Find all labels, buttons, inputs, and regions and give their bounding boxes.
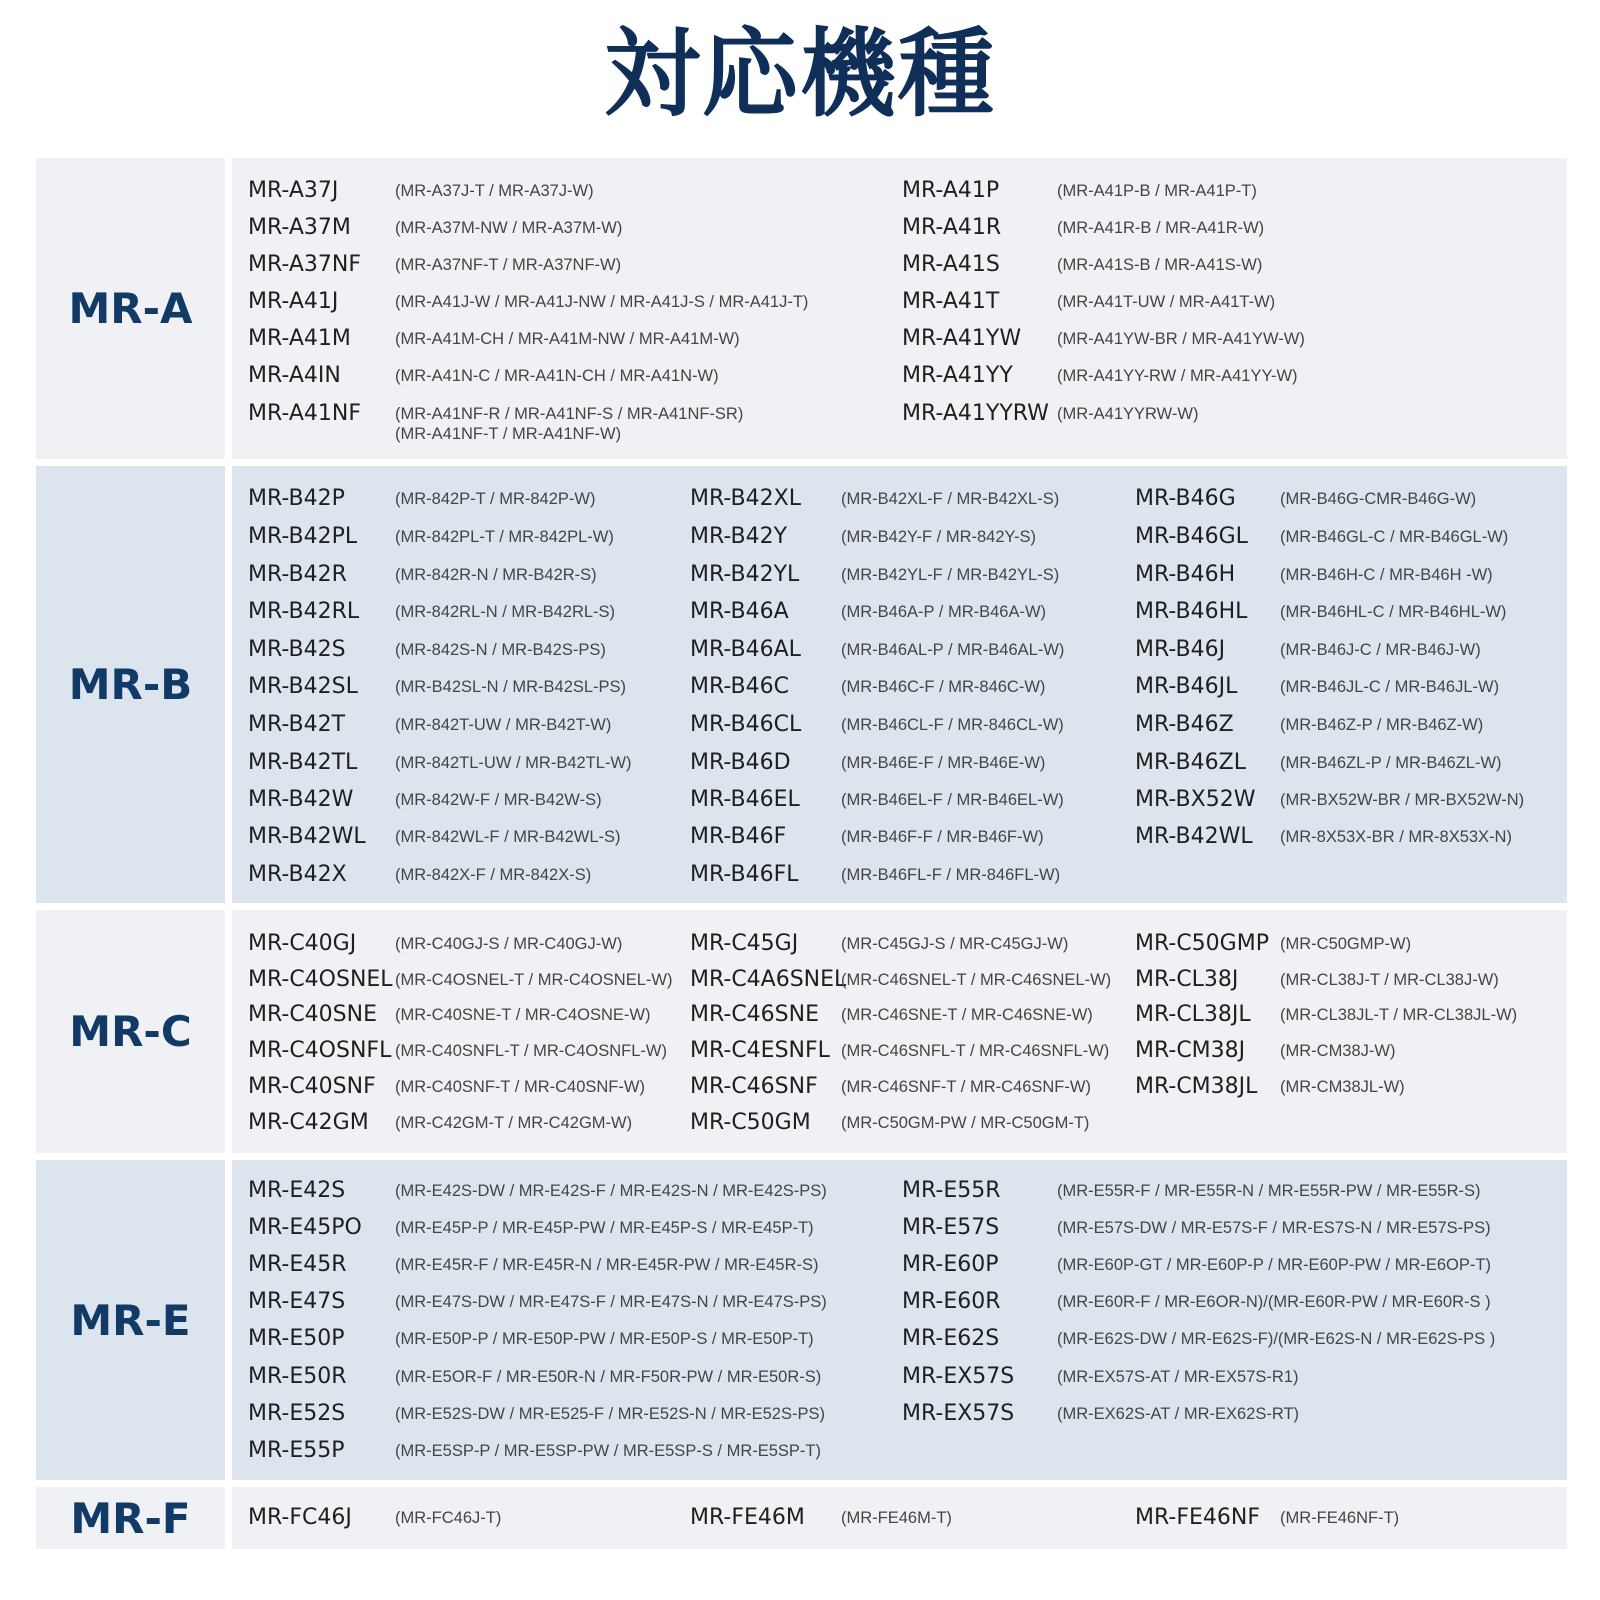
- model-variants: (MR-CL38JL-T / MR-CL38JL-W): [1280, 1006, 1518, 1024]
- model-variants: (MR-B46HL-C / MR-B46HL-W): [1280, 603, 1507, 621]
- section-label: MR-E: [36, 1160, 225, 1480]
- model-variants: (MR-C40SNFL-T / MR-C4OSNFL-W): [395, 1042, 667, 1060]
- model-variants: (MR-A41S-B / MR-A41S-W): [1057, 256, 1263, 274]
- model-variants: (MR-B46CL-F / MR-846CL-W): [841, 716, 1064, 734]
- model-variants: (MR-E45R-F / MR-E45R-N / MR-E45R-PW / MR-E45R-S): [395, 1256, 819, 1274]
- model-name: MR-B46FL: [690, 862, 799, 887]
- model-variants: (MR-842W-F / MR-B42W-S): [395, 791, 602, 809]
- section-mr-b: [36, 466, 1567, 903]
- model-variants: (MR-B46JL-C / MR-B46JL-W): [1280, 678, 1500, 696]
- model-name: MR-C40SNE: [248, 1002, 377, 1027]
- model-variants: (MR-E47S-DW / MR-E47S-F / MR-E47S-N / MR-E47S-PS): [395, 1293, 827, 1311]
- model-variants: (MR-A41N-C / MR-A41N-CH / MR-A41N-W): [395, 367, 719, 385]
- model-variants: (MR-842X-F / MR-842X-S): [395, 866, 592, 884]
- model-name: MR-B46C: [690, 674, 789, 699]
- model-variants: (MR-FE46M-T): [841, 1509, 952, 1527]
- section-label: MR-B: [36, 466, 225, 903]
- model-variants: (MR-E62S-DW / MR-E62S-F)/(MR-E62S-N / MR-E62S-PS ): [1057, 1330, 1496, 1348]
- model-name: MR-C50GMP: [1135, 931, 1269, 956]
- section-label: MR-A: [36, 158, 225, 459]
- model-variants: (MR-B46EL-F / MR-B46EL-W): [841, 791, 1064, 809]
- model-name: MR-A41M: [248, 326, 351, 351]
- model-name: MR-C46SNE: [690, 1002, 819, 1027]
- model-name: MR-C45GJ: [690, 931, 799, 956]
- model-name: MR-CL38J: [1135, 967, 1239, 992]
- model-name: MR-B46Z: [1135, 712, 1234, 737]
- model-variants: (MR-E45P-P / MR-E45P-PW / MR-E45P-S / MR-E45P-T): [395, 1219, 814, 1237]
- model-variants: (MR-C46SNFL-T / MR-C46SNFL-W): [841, 1042, 1110, 1060]
- model-variants: (MR-E52S-DW / MR-E525-F / MR-E52S-N / MR-E52S-PS): [395, 1405, 825, 1423]
- model-variants: (MR-B46G-CMR-B46G-W): [1280, 490, 1477, 508]
- model-variants: (MR-B46FL-F / MR-846FL-W): [841, 866, 1061, 884]
- model-name: MR-C40GJ: [248, 931, 357, 956]
- model-name: MR-B42T: [248, 712, 346, 737]
- model-variants: (MR-E50P-P / MR-E50P-PW / MR-E50P-S / MR-E50P-T): [395, 1330, 814, 1348]
- model-variants: (MR-A37NF-T / MR-A37NF-W): [395, 256, 622, 274]
- model-variants: (MR-FE46NF-T): [1280, 1509, 1400, 1527]
- model-name: MR-FC46J: [248, 1505, 352, 1530]
- model-variants: (MR-E60R-F / MR-E6OR-N)/(MR-E60R-PW / MR-E60R-S ): [1057, 1293, 1491, 1311]
- model-variants: (MR-C50GM-PW / MR-C50GM-T): [841, 1114, 1090, 1132]
- model-name: MR-B46ZL: [1135, 750, 1246, 775]
- model-name: MR-B46F: [690, 824, 787, 849]
- model-variants: (MR-A41J-W / MR-A41J-NW / MR-A41J-S / MR-A41J-T): [395, 293, 809, 311]
- model-name: MR-A41S: [902, 252, 1000, 277]
- model-name: MR-C4ESNFL: [690, 1038, 830, 1063]
- section-mr-f: [36, 1487, 1567, 1549]
- model-name: MR-A41YYRW: [902, 401, 1049, 426]
- model-variants: (MR-B46C-F / MR-846C-W): [841, 678, 1046, 696]
- model-variants: (MR-EX62S-AT / MR-EX62S-RT): [1057, 1405, 1300, 1423]
- model-name: MR-A37J: [248, 178, 339, 203]
- model-name: MR-E45R: [248, 1252, 347, 1277]
- model-variants: (MR-FC46J-T): [395, 1509, 502, 1527]
- model-variants: (MR-E57S-DW / MR-E57S-F / MR-ES7S-N / MR-E57S-PS): [1057, 1219, 1491, 1237]
- section-mr-e: [36, 1160, 1567, 1480]
- model-name: MR-A41R: [902, 215, 1002, 240]
- model-name: MR-C50GM: [690, 1110, 811, 1135]
- model-variants: (MR-EX57S-AT / MR-EX57S-R1): [1057, 1368, 1299, 1386]
- model-name: MR-B46G: [1135, 486, 1236, 511]
- model-variants: (MR-C40SNF-T / MR-C40SNF-W): [395, 1078, 645, 1096]
- model-variants: (MR-B42Y-F / MR-842Y-S): [841, 528, 1036, 546]
- model-name: MR-B42RL: [248, 599, 360, 624]
- model-name: MR-E55P: [248, 1438, 345, 1463]
- model-variants: (MR-B46F-F / MR-B46F-W): [841, 828, 1044, 846]
- model-name: MR-C4A6SNEL: [690, 967, 847, 992]
- model-name: MR-CL38JL: [1135, 1002, 1251, 1027]
- model-name: MR-C46SNF: [690, 1074, 818, 1099]
- model-variants: (MR-842RL-N / MR-B42RL-S): [395, 603, 616, 621]
- model-variants: (MR-8X53X-BR / MR-8X53X-N): [1280, 828, 1512, 846]
- model-name: MR-B42R: [248, 562, 347, 587]
- model-name: MR-A37NF: [248, 252, 361, 277]
- model-variants: (MR-842PL-T / MR-842PL-W): [395, 528, 614, 546]
- model-variants: (MR-A41R-B / MR-A41R-W): [1057, 219, 1265, 237]
- model-name: MR-EX57S: [902, 1401, 1015, 1426]
- section-content: [232, 1160, 1567, 1480]
- section-content: [232, 910, 1567, 1153]
- model-name: MR-C4OSNFL: [248, 1038, 392, 1063]
- model-name: MR-B42Y: [690, 524, 788, 549]
- model-variants: (MR-CL38J-T / MR-CL38J-W): [1280, 971, 1499, 989]
- model-name: MR-B46AL: [690, 637, 801, 662]
- model-name: MR-A41T: [902, 289, 1000, 314]
- model-name: MR-CM38JL: [1135, 1074, 1258, 1099]
- model-variants: (MR-842T-UW / MR-B42T-W): [395, 716, 612, 734]
- model-name: MR-B46A: [690, 599, 789, 624]
- model-name: MR-E60R: [902, 1289, 1001, 1314]
- section-mr-c: [36, 910, 1567, 1153]
- model-variants: (MR-C42GM-T / MR-C42GM-W): [395, 1114, 633, 1132]
- model-variants: (MR-842S-N / MR-B42S-PS): [395, 641, 606, 659]
- model-variants: (MR-A41NF-R / MR-A41NF-S / MR-A41NF-SR) (MR-A41NF-T / MR-A41NF-W): [395, 405, 744, 443]
- model-name: MR-E52S: [248, 1401, 346, 1426]
- model-variants: (MR-B42YL-F / MR-B42YL-S): [841, 566, 1060, 584]
- section-content: [232, 158, 1567, 459]
- model-name: MR-E50P: [248, 1326, 345, 1351]
- model-name: MR-E60P: [902, 1252, 999, 1277]
- model-name: MR-A41YW: [902, 326, 1022, 351]
- model-name: MR-FE46NF: [1135, 1505, 1260, 1530]
- model-variants: (MR-E5OR-F / MR-E50R-N / MR-F50R-PW / MR-E50R-S): [395, 1368, 822, 1386]
- model-variants: (MR-A41T-UW / MR-A41T-W): [1057, 293, 1276, 311]
- model-name: MR-C40SNF: [248, 1074, 376, 1099]
- model-name: MR-C4OSNEL: [248, 967, 393, 992]
- page-title: 対応機種: [604, 18, 996, 130]
- section-content: [232, 466, 1567, 903]
- model-name: MR-E47S: [248, 1289, 346, 1314]
- model-name: MR-A41NF: [248, 401, 361, 426]
- model-name: MR-B42SL: [248, 674, 358, 699]
- model-variants: (MR-B42XL-F / MR-B42XL-S): [841, 490, 1060, 508]
- model-variants: (MR-C46SNEL-T / MR-C46SNEL-W): [841, 971, 1112, 989]
- model-variants: (MR-E42S-DW / MR-E42S-F / MR-E42S-N / MR-E42S-PS): [395, 1182, 827, 1200]
- model-name: MR-A37M: [248, 215, 351, 240]
- model-name: MR-CM38J: [1135, 1038, 1246, 1063]
- model-variants: (MR-C50GMP-W): [1280, 935, 1412, 953]
- model-name: MR-B42YL: [690, 562, 800, 587]
- model-name: MR-B46H: [1135, 562, 1236, 587]
- model-variants: (MR-842TL-UW / MR-B42TL-W): [395, 754, 632, 772]
- model-variants: (MR-B46Z-P / MR-B46Z-W): [1280, 716, 1484, 734]
- model-name: MR-B42WL: [1135, 824, 1253, 849]
- model-variants: (MR-B46GL-C / MR-B46GL-W): [1280, 528, 1509, 546]
- model-variants: (MR-A37J-T / MR-A37J-W): [395, 182, 594, 200]
- model-variants: (MR-E60P-GT / MR-E60P-P / MR-E60P-PW / MR-E6OP-T): [1057, 1256, 1491, 1274]
- model-name: MR-B46HL: [1135, 599, 1248, 624]
- section-label: MR-C: [36, 910, 225, 1153]
- model-variants: (MR-C46SNF-T / MR-C46SNF-W): [841, 1078, 1091, 1096]
- model-name: MR-E62S: [902, 1326, 1000, 1351]
- model-variants: (MR-B42SL-N / MR-B42SL-PS): [395, 678, 627, 696]
- model-variants: (MR-C40SNE-T / MR-C4OSNE-W): [395, 1006, 651, 1024]
- model-variants: (MR-A41M-CH / MR-A41M-NW / MR-A41M-W): [395, 330, 740, 348]
- model-variants: (MR-842P-T / MR-842P-W): [395, 490, 596, 508]
- model-variants: (MR-B46AL-P / MR-B46AL-W): [841, 641, 1065, 659]
- model-variants: (MR-B46E-F / MR-B46E-W): [841, 754, 1046, 772]
- model-name: MR-FE46M: [690, 1505, 805, 1530]
- model-name: MR-B46D: [690, 750, 791, 775]
- model-variants: (MR-842WL-F / MR-B42WL-S): [395, 828, 621, 846]
- model-variants: (MR-C4OSNEL-T / MR-C4OSNEL-W): [395, 971, 673, 989]
- model-variants: (MR-C46SNE-T / MR-C46SNE-W): [841, 1006, 1093, 1024]
- model-variants: (MR-C40GJ-S / MR-C40GJ-W): [395, 935, 623, 953]
- model-variants: (MR-B46A-P / MR-B46A-W): [841, 603, 1047, 621]
- model-name: MR-B42X: [248, 862, 347, 887]
- model-name: MR-B42XL: [690, 486, 801, 511]
- model-name: MR-E57S: [902, 1215, 1000, 1240]
- section-content: [232, 1487, 1567, 1549]
- model-variants: (MR-C45GJ-S / MR-C45GJ-W): [841, 935, 1069, 953]
- model-name: MR-A41P: [902, 178, 1000, 203]
- model-name: MR-A41J: [248, 289, 339, 314]
- section-mr-a: [36, 158, 1567, 459]
- model-variants: (MR-A41YY-RW / MR-A41YY-W): [1057, 367, 1298, 385]
- model-variants: (MR-842R-N / MR-B42R-S): [395, 566, 597, 584]
- model-variants: (MR-A41P-B / MR-A41P-T): [1057, 182, 1257, 200]
- model-name: MR-B46EL: [690, 787, 800, 812]
- model-variants: (MR-A37M-NW / MR-A37M-W): [395, 219, 623, 237]
- model-variants: (MR-B46ZL-P / MR-B46ZL-W): [1280, 754, 1502, 772]
- model-name: MR-B42PL: [248, 524, 358, 549]
- model-name: MR-B46JL: [1135, 674, 1238, 699]
- model-name: MR-B46GL: [1135, 524, 1248, 549]
- model-name: MR-A41YY: [902, 363, 1013, 388]
- model-name: MR-B42P: [248, 486, 345, 511]
- model-name: MR-E42S: [248, 1178, 346, 1203]
- model-name: MR-E50R: [248, 1364, 347, 1389]
- model-variants: (MR-E5SP-P / MR-E5SP-PW / MR-E5SP-S / MR-E5SP-T): [395, 1442, 821, 1460]
- section-label: MR-F: [36, 1487, 225, 1549]
- model-name: MR-B42W: [248, 787, 354, 812]
- model-name: MR-BX52W: [1135, 787, 1256, 812]
- model-variants: (MR-A41YYRW-W): [1057, 405, 1199, 423]
- model-name: MR-C42GM: [248, 1110, 369, 1135]
- model-name: MR-B46J: [1135, 637, 1226, 662]
- model-variants: (MR-CM38JL-W): [1280, 1078, 1405, 1096]
- model-variants: (MR-B46H-C / MR-B46H -W): [1280, 566, 1493, 584]
- model-name: MR-B42S: [248, 637, 346, 662]
- model-variants: (MR-CM38J-W): [1280, 1042, 1396, 1060]
- model-variants: (MR-BX52W-BR / MR-BX52W-N): [1280, 791, 1525, 809]
- model-name: MR-E55R: [902, 1178, 1001, 1203]
- model-variants: (MR-A41YW-BR / MR-A41YW-W): [1057, 330, 1305, 348]
- model-variants: (MR-E55R-F / MR-E55R-N / MR-E55R-PW / MR-E55R-S): [1057, 1182, 1481, 1200]
- model-name: MR-EX57S: [902, 1364, 1015, 1389]
- model-name: MR-B46CL: [690, 712, 802, 737]
- model-name: MR-B42TL: [248, 750, 358, 775]
- model-name: MR-E45PO: [248, 1215, 362, 1240]
- model-name: MR-B42WL: [248, 824, 366, 849]
- model-name: MR-A4IN: [248, 363, 341, 388]
- model-variants: (MR-B46J-C / MR-B46J-W): [1280, 641, 1481, 659]
